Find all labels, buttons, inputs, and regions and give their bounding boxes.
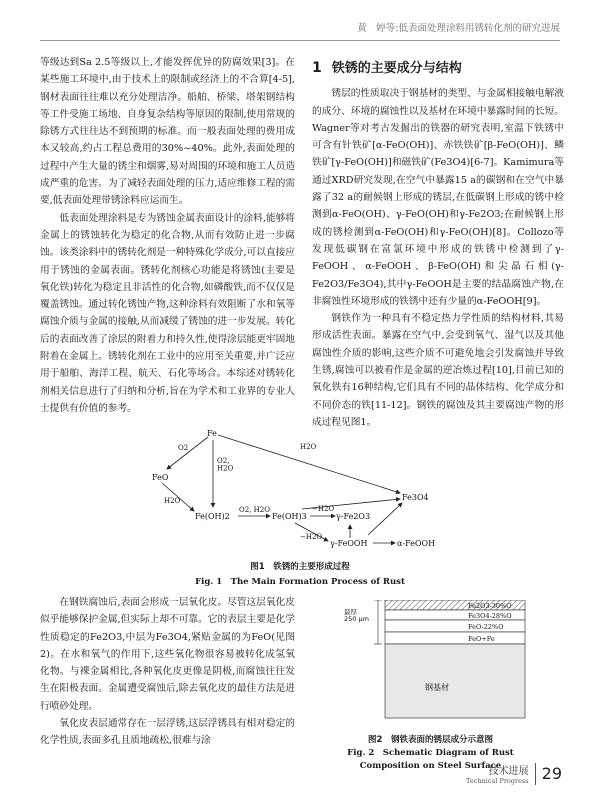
- right-paragraph-2: 钢铁作为一种具有不稳定热力学性质的结构材料,其易形成活性表面。暴露在空气中,会受到氧气、湿气以及其他腐蚀性介质的影响,这些介质不可避免地会引发腐蚀并导致生锈,腐蚀可以被看作是金属的逆冶炼过程[10],目前已知的氧化铁有16种结构,它们具有不同的晶体结构、化学成分和不同价态的铁[11-12]。钢铁的腐蚀及其主要腐蚀产物的形成过程见图1。: [312, 313, 564, 428]
- label-h2o-left: H2O: [164, 497, 181, 505]
- left-lower-paragraph-2: 氧化皮表层通常存在一层浮锈,这层浮锈具有相对稳定的化学性质,表面多孔且质地疏松,很难与涂: [40, 718, 295, 747]
- node-afeooh: α-FeOOH: [397, 539, 436, 548]
- left-column: [40, 54, 295, 417]
- label-substrate: 钢基材: [425, 683, 449, 692]
- running-header: [40, 18, 560, 41]
- page-number: 29: [541, 764, 562, 783]
- left-column-lower: [40, 594, 295, 750]
- journal-name: [466, 762, 529, 785]
- left-paragraph-2: 低表面处理涂料是专为锈蚀金属表面设计的涂料,能够将金属上的锈蚀转化为稳定的化合物,从而有效防止进一步腐蚀。该类涂料中的锈转化剂是一种特殊化学成分,可以直接应用于锈蚀的金属表面。锈转化剂核心功能是将锈蚀(主要是氧化铁)转化为稳定且非活性的化合物,如磷酸铁,而不仅仅是覆盖锈蚀。通过转化锈蚀产物,这种涂料有效阻断了水和氧等腐蚀介质与金属的接触,从而减缓了锈蚀的进一步发展。转化后的表面改善了涂层的附着力和持久性,使得涂层能更牢固地附着在金属上。锈转化剂在工业中的应用至关重要,并广泛应用于船舶、海洋工程、航天、石化等场合。本综述对锈转化剂相关信息进行了归纳和分析,旨在为学术和工业界的专业人士提供有价值的参考。: [40, 212, 295, 414]
- label-minus-h2o-1: −H2O: [312, 505, 335, 513]
- steel-substrate: [385, 644, 525, 718]
- label-fe2o3: Fe2O3-30%O: [468, 602, 512, 610]
- left-paragraph-1: 等级达到Sa 2.5等级以上,才能发挥优异的防腐效果[3]。在某些施工环境中,由于技术上的限制或经济上的不合算[4-5],钢材表面往往难以充分处理洁净。船舶、桥梁、塔架钢结构等工件受施工场地、自身复杂结构等原因的限制,使用常规的除锈方式往往达不到预期的标准。而一般表面处理的费用成本又较高,约占工程总费用的30%~40%。此外,表面处理的过程中产生大量的锈尘和烟雾,易对周围的环境和施工人员造成严重的危害。为了减轻表面处理的压力,适应维修工程的需要,低表面处理带锈涂料应运而生。: [40, 57, 295, 207]
- footer-divider: [535, 763, 536, 785]
- section-heading: [312, 60, 564, 77]
- label-h2o-top: H2O: [300, 443, 317, 451]
- rust-layer-schematic: [330, 600, 530, 720]
- figure2-caption-en: Fig. 2 Schematic Diagram of Rust Composition on Steel Surface: [347, 748, 514, 771]
- layer-feo: [385, 620, 525, 632]
- label-o2-top: O2: [178, 444, 189, 452]
- right-paragraph-1: 锈层的性质取决于钢基材的类型、与金属相接触电解液的成分、环境的腐蚀性以及基材在环境中暴露时间的长短。Wagner等对考古发掘出的铁器的研究表明,室温下铁锈中可含有针铁矿[α-FeO(OH)]、赤铁铁矿[β-FeO(OH)]、鳞铁矿[γ-FeO(OH)]和磁铁矿(Fe3O4)[6-7]。Kamimura等通过XRD研究发现,在空气中暴露15 a的碳钢和在空气中暴露了32 a的耐候钢上形成的锈层,在低碳钢上形成的锈中检测到α-FeO(OH)、γ-FeO(OH)和γ-Fe2O3;在耐候钢上形成的锈检测到α-FeO(OH)和γ-FeO(OH)[8]。Collozo等发现低碳钢在富氯环境中形成的铁锈中检测到了γ-FeOOH、α-FeOOH、β-FeO(OH)和尖晶石相(γ-Fe2O3/Fe3O4),其中γ-FeOOH是主要的结晶腐蚀产物,在非腐蚀性环境形成的铁锈中还有少量的α-FeOOH[9]。: [312, 88, 564, 307]
- running-title: 黄 婷等:低表面处理涂料用锈转化剂的研究进展: [357, 23, 560, 34]
- left-lower-paragraph-1: 在钢铁腐蚀后,表面会形成一层氧化皮。尽管这层氧化皮似乎能够保护金属,但实际上却不可靠。它的表层主要是化学性质稳定的Fe2O3,中层为Fe3O4,紧贴金属的为FeO(见图2)。在水和氧气的作用下,这些氧化物很容易被转化成氢氧化物。与裸金属相比,各种氧化皮更像是阴极,而腐蚀往往发生在阳极表面。金属遭受腐蚀后,除去氧化皮的最佳方法是进行喷砂处理。: [40, 597, 295, 712]
- label-o2h2o-mid: O2, H2O: [217, 457, 234, 473]
- diagram-arrows: [162, 435, 402, 543]
- figure2-caption-cn: 图2 钢铁表面的锈层成分示意图: [368, 735, 493, 745]
- figure1-caption-en: Fig. 1 The Main Formation Process of Rust: [195, 577, 405, 587]
- node-fe: Fe: [207, 429, 217, 438]
- rust-formation-diagram: [150, 425, 480, 555]
- journal-name-en: Technical Progress: [466, 777, 529, 785]
- label-fe3o4: Fe3O4-28%O: [468, 612, 512, 620]
- diagram-edge-labels: [164, 443, 334, 541]
- figure1-caption-cn: 图1 铁锈的主要形成过程: [250, 562, 350, 572]
- label-feo-fe: FeO+Fe: [468, 635, 495, 643]
- node-fe3o4: Fe3O4: [402, 493, 429, 502]
- node-feoh2: Fe(OH)2: [195, 512, 230, 521]
- section-number: 1: [312, 60, 322, 76]
- section-title: 铁锈的主要成分与结构: [331, 61, 462, 76]
- diagram-nodes: [152, 429, 435, 548]
- label-o2h2o-bottom: O2, H2O: [239, 506, 270, 514]
- journal-name-cn: 技术进展: [488, 766, 529, 777]
- arrow-fe-feo: [167, 437, 208, 469]
- page-footer: [466, 762, 562, 785]
- arrow-gfeooh-fe3o4: [368, 503, 402, 535]
- label-minus-h2o-2: −H2O: [300, 533, 323, 541]
- node-feo: FeO: [152, 473, 169, 482]
- node-gfeooh: γ-FeOOH: [330, 539, 368, 548]
- node-feoh3: Fe(OH)3: [272, 512, 307, 521]
- layer-feo-fe: [385, 632, 525, 644]
- node-gfe2o3: γ-Fe2O3: [336, 512, 371, 521]
- right-column: [312, 54, 564, 431]
- label-thickness: 最厚 250 μm: [344, 608, 369, 624]
- label-feo: FeO-22%O: [468, 623, 504, 631]
